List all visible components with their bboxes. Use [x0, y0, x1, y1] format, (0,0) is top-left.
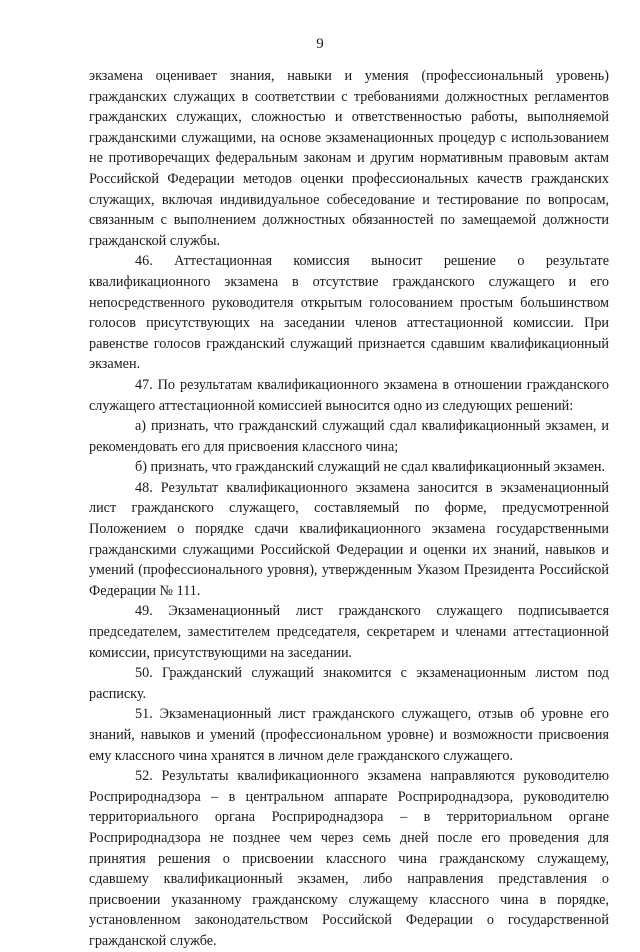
paragraph-47-b: б) признать, что гражданский служащий не сдал квалификационный экзамен.: [135, 459, 606, 476]
paragraph-49: 49. Экзаменационный лист гражданского служащего подписывается председателем, заместителем председателя, секретарем и членами аттестационной комиссии, присутствующими на заседании.: [89, 603, 609, 661]
paragraph-46: 46. Аттестационная комиссия выносит решение о результате квалификационного экзамена в отсутствие гражданского служащего и его непосредственного руководителя открытым голосованием простым большинством голосов присутствующих на заседании членов аттестационной комиссии. При равенстве голосов гражданский служащий признается сдавшим квалификационный экзамен.: [89, 253, 609, 373]
paragraph-50: 50. Гражданский служащий знакомится с экзаменационным листом под расписку.: [89, 665, 609, 702]
paragraph-48: 48. Результат квалификационного экзамена заносится в экзаменационный лист гражданского служащего, составляемый по форме, предусмотренной Положением о порядке сдачи квалификационного экзамена государственными гражданскими служащими Российской Федерации и оценки их знаний, навыков и умений (профессионального уровня), утвержденным Указом Президента Российской Федерации № 111.: [89, 479, 609, 599]
paragraph-continuation: экзамена оценивает знания, навыки и умения (профессиональный уровень) гражданских служащих в соответствии с требованиями должностных регламентов гражданских служащих, сложностью и ответственностью работы, выполняемой гражданскими служащими, на основе экзаменационных процедур с использованием не противоречащих федеральным законам и другим нормативным правовым актам Российской Федерации методов оценки профессиональных качеств гражданских служащих, включая индивидуальное собеседование и тестирование по вопросам, связанным с выполнением должностных обязанностей по замещаемой должности гражданской службы.: [89, 68, 609, 249]
paragraph-47: 47. По результатам квалификационного экзамена в отношении гражданского служащего аттестационной комиссией выносится одно из следующих решений:: [89, 376, 609, 414]
document-body: [89, 66, 609, 952]
paragraph-47-a: а) признать, что гражданский служащий сдал квалификационный экзамен, и рекомендовать его для присвоения классного чина;: [89, 418, 609, 455]
page-number: 9: [316, 36, 324, 52]
paragraph-51: 51. Экзаменационный лист гражданского служащего, отзыв об уровне его знаний, навыков и умений (профессиональном уровне) и возможности присвоения ему классного чина хранятся в личном деле гражданского служащего.: [89, 706, 609, 764]
paragraph-52: 52. Результаты квалификационного экзамена направляются руководителю Росприроднадзора – в центральном аппарате Росприроднадзора, руководителю территориального органа Росприроднадзора – в территориальном органе Росприроднадзора не позднее чем через семь дней после его проведения для принятия решения о присвоении классного чина гражданскому служащему, сдавшему квалификационный экзамен, либо направления представления о присвоении указанному гражданскому служащему классного чина в порядке, установленном законодательством Российской Федерации о государственной гражданской службе.: [89, 768, 609, 949]
